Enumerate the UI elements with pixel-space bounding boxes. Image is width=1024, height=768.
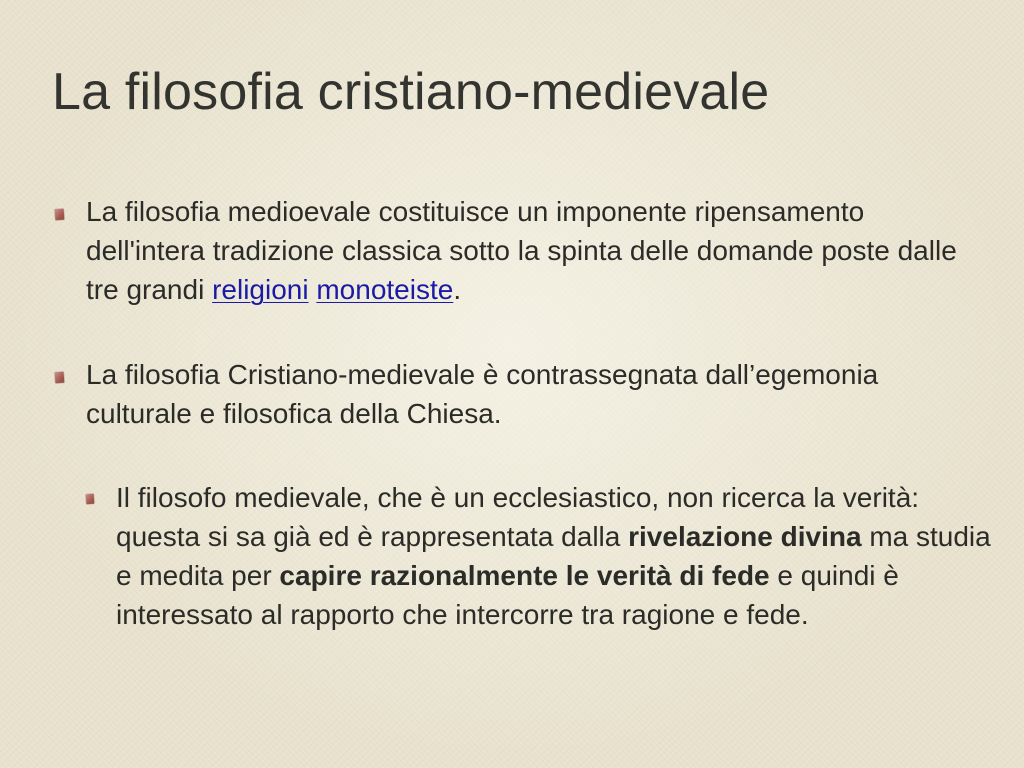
sub-bullet-text-3: e quindi è interessato al rapporto che intercorre tra ragione e fede. — [116, 560, 899, 630]
bullet-item-2 — [86, 355, 986, 433]
sub-bullet-item — [116, 478, 996, 634]
square-bullet-icon — [86, 494, 95, 505]
bullet-1-period: . — [453, 274, 462, 305]
bullet-1-text: La filosofia medioevale costituisce un imponente ripensamento dell'intera tradizione classica sotto la spinta delle domande poste dalle tre grandi — [86, 196, 957, 305]
sub-bullet-text-1: Il filosofo medievale, che è un ecclesiastico, non ricerca la verità: questa si sa già ed è rappresentata dalla — [116, 482, 920, 552]
link-religioni[interactable]: religioni — [212, 274, 309, 305]
link-monoteiste[interactable]: monoteiste — [316, 274, 454, 305]
sub-bullet-bold-1: rivelazione divina — [628, 521, 862, 552]
square-bullet-icon — [55, 209, 65, 221]
bullet-item-1 — [86, 192, 986, 309]
slide-title: La filosofia cristiano-medievale — [52, 63, 770, 121]
sub-bullet-bold-2: capire razionalmente le verità di fede — [279, 560, 770, 591]
bullet-2-text: La filosofia Cristiano-medievale è contrassegnata dall’egemonia culturale e filosofica della Chiesa. — [86, 359, 879, 429]
sub-bullet-text-2: ma studia e medita per — [116, 521, 991, 591]
square-bullet-icon — [55, 372, 65, 384]
